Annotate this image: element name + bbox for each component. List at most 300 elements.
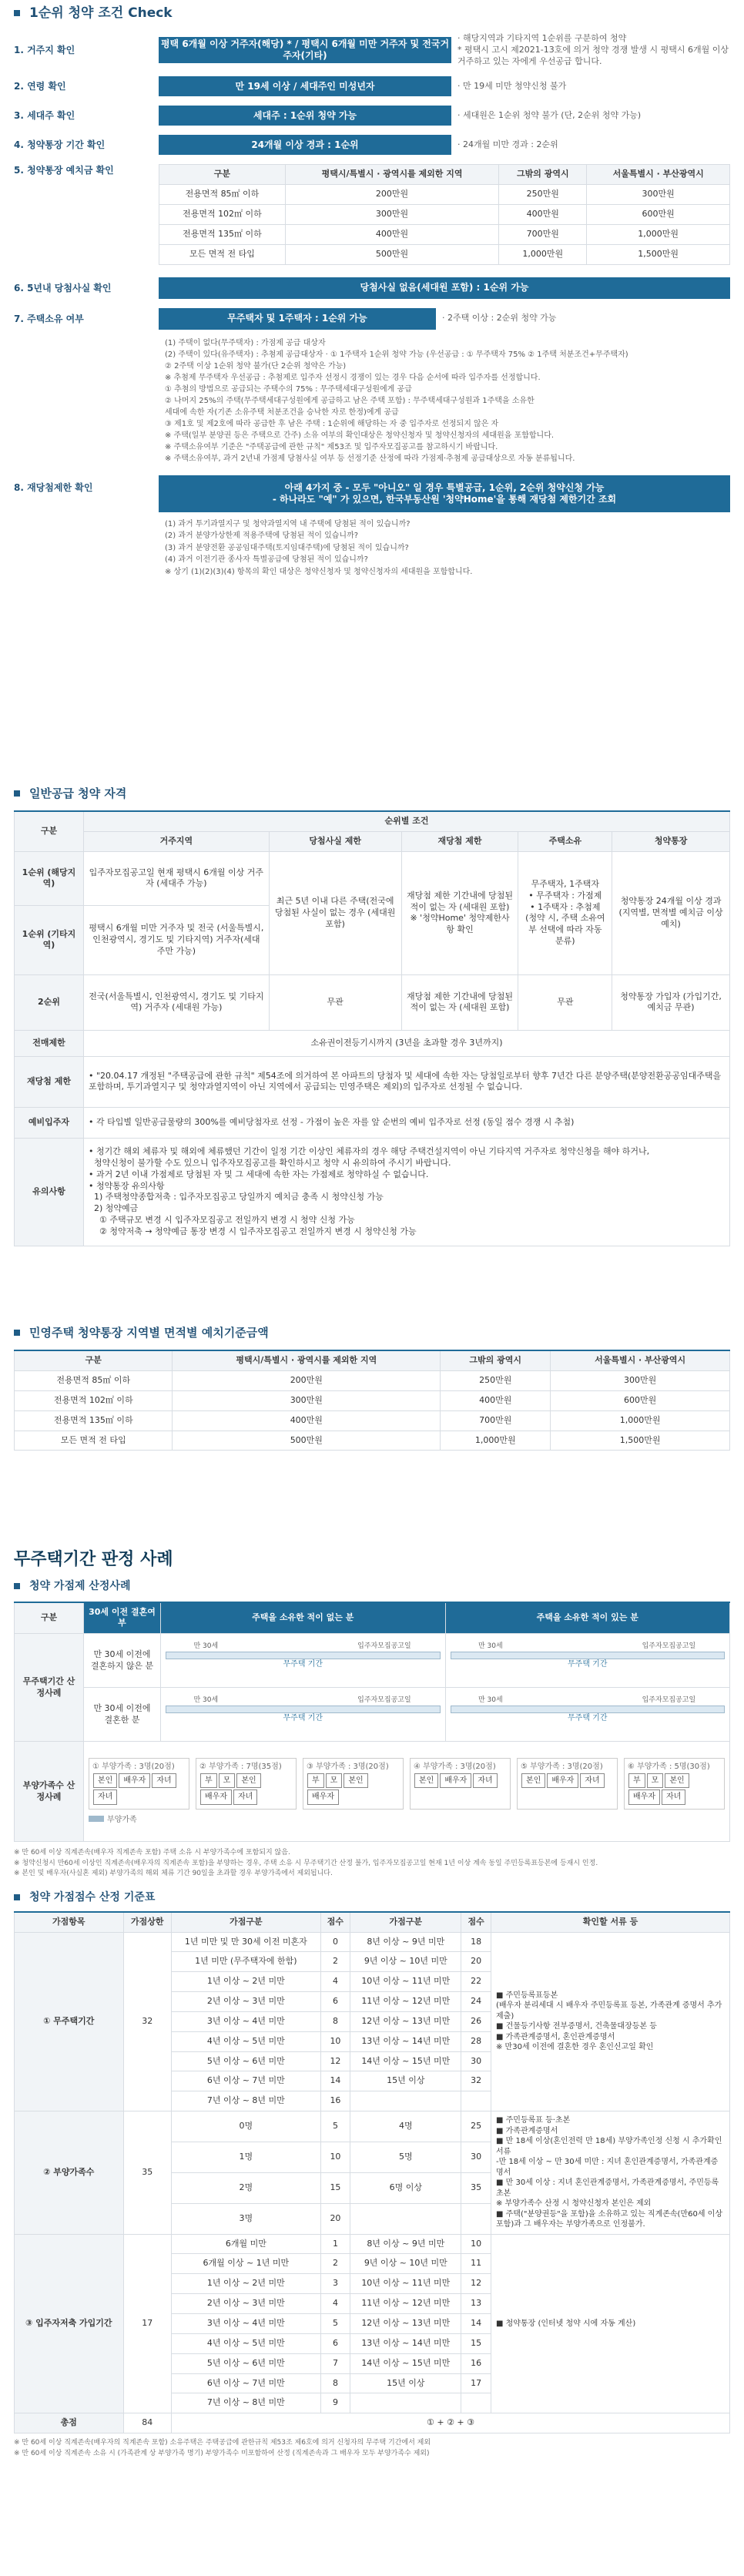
col-header: 가점구분 bbox=[350, 1912, 461, 1932]
cell: 300만원 bbox=[587, 185, 730, 205]
detail-line: ※ 추첨제 무주택자 우선공급 : 추첨제로 입주자 선정시 경쟁이 있는 경우 다음 순서에 따라 입주자를 선정합니다. bbox=[165, 373, 541, 382]
note-line: • 과거 2년 이내 가점제로 당첨된 자 및 그 세대에 속한 자는 가점제로 청약하실 수 없습니다. bbox=[89, 1169, 429, 1179]
detail-line: ② 2주택 이상 1순위 청약 불가(단 2순위 청약은 가능) bbox=[165, 361, 347, 371]
note-line: • 청기간 해외 체류자 및 해외에 체류했던 기간이 일정 기간 이상인 체류자의 경우 해당 주택건설지역이 아닌 기타지역 거주자로 청약신청을 해야 하거나, bbox=[89, 1146, 650, 1157]
cell: 1,000만원 bbox=[499, 244, 587, 264]
table-row bbox=[15, 2111, 730, 2142]
cell: 2 bbox=[320, 2254, 350, 2274]
col-header: 평택시/특별시 · 광역시를 제외한 지역 bbox=[173, 1350, 441, 1370]
condition-row bbox=[14, 106, 730, 126]
family-member: 자녀 bbox=[580, 1773, 604, 1789]
legend-swatch bbox=[89, 1816, 104, 1822]
group-max: 32 bbox=[123, 1932, 172, 2111]
row-label: 무주택기간 산정사례 bbox=[15, 1634, 84, 1742]
detail-line: ③ 제1호 및 제2호에 따라 공급한 후 남은 주택 : 1순위에 해당하는 자 중 입주자로 선정되지 않은 자 bbox=[165, 419, 499, 428]
cell: 500만원 bbox=[173, 1431, 441, 1451]
footnote: ※ 만 60세 이상 직계존속(배우자의 직계존속 포함) 소유주택은 주택공급에 관한규칙 제53조 제6호에 의거 신청자의 무주택 기간에서 제외 bbox=[14, 2439, 431, 2447]
cell bbox=[350, 2091, 461, 2111]
cell: 6개월 미만 bbox=[172, 2234, 321, 2254]
detail-line: ※ 주택소유여부, 과거 2년내 가점제 당첨사실 여부 등 선정기준 산정에 따라 가점제·추첨제 공급대상으로 자동 분류됩니다. bbox=[165, 454, 575, 463]
table-row bbox=[15, 1371, 730, 1391]
cell: 8 bbox=[320, 2373, 350, 2393]
col-header: 주택을 소유한 적이 없는 분 bbox=[161, 1602, 446, 1634]
family-members bbox=[414, 1773, 507, 1789]
family-case bbox=[517, 1758, 618, 1810]
family-member: 자녀 bbox=[662, 1789, 685, 1805]
cell: 14년 이상 ~ 15년 미만 bbox=[350, 2353, 461, 2373]
family-member: 배우자 bbox=[440, 1773, 471, 1789]
family-case-title: ③ 부양가족 : 3명(20점) bbox=[307, 1763, 389, 1772]
row8-box-line2: - 하나라도 "예" 가 있으면, 한국부동산원 '청약Home'을 통해 재당첨 제한기간 조회 bbox=[272, 493, 617, 505]
cell: 모든 면적 전 타입 bbox=[159, 244, 286, 264]
docs: ■ 청약통장 (인터넷 청약 시에 자동 계산) bbox=[491, 2234, 730, 2413]
row-label: 예비입주자 bbox=[15, 1107, 84, 1138]
family-member: 본인 bbox=[414, 1773, 438, 1789]
col-header: 확인할 서류 등 bbox=[491, 1912, 730, 1932]
family-case bbox=[196, 1758, 297, 1810]
timeline: 만 30세 입주자모집공고일 무주택 기간 bbox=[445, 1634, 730, 1688]
cell bbox=[84, 1138, 730, 1246]
total-formula: ① + ② + ③ bbox=[172, 2413, 730, 2433]
family-member: 본인 bbox=[665, 1773, 689, 1789]
cell: 15 bbox=[461, 2333, 491, 2353]
family-member: 자녀 bbox=[473, 1773, 497, 1789]
detail-line: ※ 주택소유여부 기준은 "주택공급에 관한 규칙" 제53조 및 입주자모집공고를 참고하시기 바랍니다. bbox=[165, 442, 498, 451]
cell: 12년 이상 ~ 13년 미만 bbox=[350, 2313, 461, 2333]
group-max: 35 bbox=[123, 2111, 172, 2235]
group-label: ① 무주택기간 bbox=[15, 1932, 124, 2111]
deposit-label: 5. 청약통장 예치금 확인 bbox=[14, 165, 114, 176]
table-row bbox=[15, 2234, 730, 2254]
family-member: 배우자 bbox=[200, 1789, 232, 1805]
cell: 13년 이상 ~ 14년 미만 bbox=[350, 2333, 461, 2353]
cell: 15년 이상 bbox=[350, 2071, 461, 2091]
cell: 200만원 bbox=[173, 1371, 441, 1391]
col-header: 청약통장 bbox=[612, 832, 730, 852]
condition-note: · 24개월 미만 경과 : 2순위 bbox=[457, 139, 558, 150]
cell bbox=[461, 2203, 491, 2234]
col-header: 서울특별시 · 부산광역시 bbox=[587, 165, 730, 185]
cell: 8년 이상 ~ 9년 미만 bbox=[350, 1932, 461, 1952]
family-case-title: ① 부양가족 : 3명(20점) bbox=[92, 1763, 175, 1772]
table-row bbox=[159, 244, 730, 264]
cell: 300만원 bbox=[285, 205, 498, 225]
cell: 1,000만원 bbox=[441, 1431, 551, 1451]
legend bbox=[89, 1814, 725, 1826]
cell: 9년 이상 ~ 10년 미만 bbox=[350, 2254, 461, 2274]
cell: 600만원 bbox=[551, 1390, 730, 1410]
cell: 1명 bbox=[172, 2142, 321, 2172]
row7-label: 7. 주택소유 여부 bbox=[14, 313, 84, 324]
cell: 12 bbox=[461, 2274, 491, 2294]
cell: 입주자모집공고일 현재 평택시 6개월 이상 거주자 (세대주 가능) bbox=[84, 851, 270, 905]
cell: 4년 이상 ~ 5년 미만 bbox=[172, 2031, 321, 2051]
cell: 1년 미만 및 만 30세 이전 미혼자 bbox=[172, 1932, 321, 1952]
section-marker-icon bbox=[14, 790, 20, 797]
cell: 평택시 6개월 미만 거주자 및 전국 (서울특별시, 인천광역시, 경기도 및 기타지역) 거주자(세대주만 가능) bbox=[84, 905, 270, 974]
cell: 11년 이상 ~ 12년 미만 bbox=[350, 2294, 461, 2314]
cell bbox=[350, 2203, 461, 2234]
cell: 16 bbox=[461, 2353, 491, 2373]
condition-row bbox=[14, 135, 730, 155]
detail-line: ※ 주택(일부 분양권 등은 주택으로 간주) 소유 여부의 확인대상은 청약신청자 및 청약신청자의 세대원을 포함합니다. bbox=[165, 431, 555, 440]
cell: 1,000만원 bbox=[587, 225, 730, 245]
family-case-title: ② 부양가족 : 7명(35점) bbox=[199, 1763, 282, 1772]
cell: 2년 이상 ~ 3년 미만 bbox=[172, 2294, 321, 2314]
score-table bbox=[14, 1911, 730, 2433]
cell: 5 bbox=[320, 2111, 350, 2142]
cell: 5년 이상 ~ 6년 미만 bbox=[172, 2353, 321, 2373]
cell: 전용면적 85㎡ 이하 bbox=[159, 185, 286, 205]
cell: 14 bbox=[320, 2071, 350, 2091]
legend-label: 부양가족 bbox=[107, 1815, 137, 1824]
note-line: ① 주택규모 변경 시 입주자모집공고 전일까지 변경 시 청약 신청 가능 bbox=[89, 1215, 355, 1226]
cell: 300만원 bbox=[551, 1371, 730, 1391]
col-header: 구분 bbox=[15, 811, 84, 851]
cell: 26 bbox=[461, 2011, 491, 2031]
col-header: 구분 bbox=[15, 1602, 84, 1634]
deposit-table-2 bbox=[14, 1350, 730, 1451]
row-label: 전매제한 bbox=[15, 1030, 84, 1056]
condition-box: 만 19세 이상 / 세대주인 미성년자 bbox=[159, 76, 451, 96]
family-member: 배우자 bbox=[547, 1773, 578, 1789]
cell: 8년 이상 ~ 9년 미만 bbox=[350, 2234, 461, 2254]
family-members bbox=[521, 1773, 614, 1789]
total-max: 84 bbox=[123, 2413, 172, 2433]
cell: 12년 이상 ~ 13년 미만 bbox=[350, 2011, 461, 2031]
timeline: 만 30세 입주자모집공고일 무주택 기간 bbox=[161, 1688, 446, 1742]
cell: 1,000만원 bbox=[551, 1410, 730, 1431]
cell: 17 bbox=[461, 2373, 491, 2393]
cell: 3년 이상 ~ 4년 미만 bbox=[172, 2313, 321, 2333]
table-row bbox=[159, 205, 730, 225]
cell: 6 bbox=[320, 1992, 350, 2012]
cell: 500만원 bbox=[285, 244, 498, 264]
cell: 전용면적 102㎡ 이하 bbox=[15, 1390, 173, 1410]
cell: 무관 bbox=[269, 974, 401, 1030]
section-4 bbox=[14, 1548, 730, 2459]
section-marker-icon bbox=[14, 10, 20, 16]
cell: 11년 이상 ~ 12년 미만 bbox=[350, 1992, 461, 2012]
col-header: 가점항목 bbox=[15, 1912, 124, 1932]
cell: 최근 5년 이내 다른 주택(전국에 당첨된 사실이 없는 경우 (세대원 포함) bbox=[269, 851, 401, 974]
question-line: (2) 과거 분양가상한제 적용주택에 당첨된 적이 있습니까? bbox=[165, 532, 359, 541]
cell: 14 bbox=[461, 2313, 491, 2333]
cell: 모든 면적 전 타입 bbox=[15, 1431, 173, 1451]
row-label: 1순위 (해당지역) bbox=[15, 851, 84, 905]
family-members bbox=[92, 1773, 186, 1806]
condition-label: 4. 청약통장 기간 확인 bbox=[14, 139, 106, 151]
cell: 15년 이상 bbox=[350, 2373, 461, 2393]
total-row bbox=[15, 2413, 730, 2433]
cell: 3명 bbox=[172, 2203, 321, 2234]
col-header: 가점구분 bbox=[172, 1912, 321, 1932]
family-case bbox=[89, 1758, 189, 1810]
family-member: 본인 bbox=[93, 1773, 117, 1789]
cell: 5명 bbox=[350, 2142, 461, 2172]
row-label: 2순위 bbox=[15, 974, 84, 1030]
condition-label: 2. 연령 확인 bbox=[14, 81, 66, 92]
family-cases-grid bbox=[89, 1758, 725, 1810]
cell: 재당첨 제한 기간내에 당첨된 적이 없는 자 (세대원 포함) bbox=[401, 974, 518, 1030]
condition-box: 24개월 이상 경과 : 1순위 bbox=[159, 135, 451, 155]
row7-note: · 2주택 이상 : 2순위 청약 가능 bbox=[442, 313, 557, 324]
cell: 만 30세 이전에 결혼하지 않은 분 bbox=[84, 1634, 161, 1688]
cell: • 각 타입별 일반공급물량의 300%를 예비당첨자로 선정 - 가점이 높은 자를 앞 순번의 예비 입주자로 선정 (동일 점수 경쟁 시 추첨) bbox=[84, 1107, 730, 1138]
qualification-table bbox=[14, 810, 730, 1246]
cell: 5 bbox=[320, 2313, 350, 2333]
section-title: 민영주택 청약통장 지역별 면적별 예치기준금액 bbox=[29, 1326, 269, 1340]
family-member: 자녀 bbox=[93, 1789, 117, 1805]
cell: 7년 이상 ~ 8년 미만 bbox=[172, 2393, 321, 2413]
cell: 1년 미만 (무주택자에 한함) bbox=[172, 1952, 321, 1972]
col-header: 평택시/특별시 · 광역시를 제외한 지역 bbox=[285, 165, 498, 185]
cell: 3년 이상 ~ 4년 미만 bbox=[172, 2011, 321, 2031]
row-label: 유의사항 bbox=[15, 1138, 84, 1246]
family-member: 모 bbox=[647, 1773, 664, 1789]
cell: 400만원 bbox=[173, 1410, 441, 1431]
cell: 400만원 bbox=[441, 1390, 551, 1410]
cell bbox=[461, 2393, 491, 2413]
col-header: 점수 bbox=[320, 1912, 350, 1932]
detail-line: ① 추첨의 방법으로 공급되는 주택수의 75% : 무주택세대구성원에게 공급 bbox=[165, 384, 412, 394]
cell: • "20.04.17 개정된 "주택공급에 관한 규칙" 제54조에 의거하여 본 아파트의 당첨자 및 세대에 속한 자는 당첨일로부터 향후 7년간 다른 분양주택(분양전환공공임대주택을 포함하며, 투기과열지구 및 청약과열지역이 아닌 지역에서 공급되는 민영주택은 제외)의 입주자로 선정될 수 없습니다. bbox=[84, 1056, 730, 1107]
cell: 9 bbox=[320, 2393, 350, 2413]
cell: 0 bbox=[320, 1932, 350, 1952]
cell: 10년 이상 ~ 11년 미만 bbox=[350, 2274, 461, 2294]
section-marker-icon bbox=[14, 1583, 20, 1589]
cell: 10년 이상 ~ 11년 미만 bbox=[350, 1972, 461, 1992]
family-case bbox=[624, 1758, 725, 1810]
family-member: 본인 bbox=[344, 1773, 367, 1789]
cell: 18 bbox=[461, 1932, 491, 1952]
col-header: 점수 bbox=[461, 1912, 491, 1932]
family-members bbox=[628, 1773, 721, 1806]
cell: 6명 이상 bbox=[350, 2172, 461, 2203]
cell: 10 bbox=[461, 2234, 491, 2254]
condition-label: 1. 거주지 확인 bbox=[14, 45, 75, 56]
section-title: 일반공급 청약 자격 bbox=[29, 787, 127, 800]
sub-title: 청약 가점점수 산정 기준표 bbox=[29, 1890, 156, 1903]
cell: 6 bbox=[320, 2333, 350, 2353]
cell: 전용면적 135㎡ 이하 bbox=[15, 1410, 173, 1431]
question-line: (3) 과거 분양전환 공공임대주택(토지임대주택)에 당첨된 적이 있습니까? bbox=[165, 543, 409, 552]
cell: 9년 이상 ~ 10년 미만 bbox=[350, 1952, 461, 1972]
family-member: 배우자 bbox=[628, 1789, 660, 1805]
cell: 600만원 bbox=[587, 205, 730, 225]
cell: 13년 이상 ~ 14년 미만 bbox=[350, 2031, 461, 2051]
condition-row bbox=[14, 76, 730, 96]
cell: 2 bbox=[320, 1952, 350, 1972]
cell: 1,500만원 bbox=[551, 1431, 730, 1451]
note-line: ※ 본인 및 배우자(사실혼 제외) 부양가족의 해외 체류 기간 90일을 초과할 경우 부양가족에서 제외됩니다. bbox=[14, 1870, 333, 1878]
condition-note: · 만 19세 미만 청약신청 불가 bbox=[457, 81, 567, 92]
family-member: 모 bbox=[219, 1773, 236, 1789]
docs: ■ 주민등록표 등·초본 ■ 가족관계증명서 ■ 만 18세 이상(혼인전력 만 18세) 부양가족인정 신청 시 추가확인서류 -만 18세 이상 ~ 만 30세 미만 : 지녀 혼인관계증명서, 가족관계증명서 ■ 만 30세 이상 : 지녀 혼인관계증명서, 가족관계증명서, 주민등록초본 ※ 부양가족수 산정 시 청약신청자 본인은 제외 ■ 주택("분양권등"을 포함)을 소유하고 있는 직계존속(만60세 이상 포함)과 그 배우자는 부양가족으로 인정불가. bbox=[491, 2111, 730, 2235]
timeline: 만 30세 입주자모집공고일 무주택 기간 bbox=[161, 1634, 446, 1688]
col-header: 그밖의 광역시 bbox=[441, 1350, 551, 1370]
cell: 8 bbox=[320, 2011, 350, 2031]
note-line: ※ 청약신청시 만60세 이상인 직계존속(배우자의 직계존속 포함)을 부양하는 경우, 주택 소유 시 무주택기간 산정 불가, 입주자모집공고일 현재 1년 이상 계속 동일 주민등록표등본에 등재시 인정. bbox=[14, 1859, 598, 1867]
group-header: 순위별 조건 bbox=[84, 811, 730, 831]
condition-note: · 세대원은 1순위 청약 불가 (단, 2순위 청약 가능) bbox=[457, 110, 642, 121]
cell: 5년 이상 ~ 6년 미만 bbox=[172, 2051, 321, 2071]
row-label: 재당첨 제한 bbox=[15, 1056, 84, 1107]
cell: 15 bbox=[320, 2172, 350, 2203]
cell: 전국(서울특별시, 인천광역시, 경기도 및 기타지역) 거주자 (세대원 가능) bbox=[84, 974, 270, 1030]
col-header: 서울특별시 · 부산광역시 bbox=[551, 1350, 730, 1370]
cell: 1년 이상 ~ 2년 미만 bbox=[172, 1972, 321, 1992]
condition-box: 세대주 : 1순위 청약 가능 bbox=[159, 106, 451, 126]
page-title: 무주택기간 판정 사례 bbox=[14, 1550, 173, 1569]
family-member: 배우자 bbox=[307, 1789, 339, 1805]
row6-label: 6. 5년내 당첨사실 확인 bbox=[14, 282, 112, 293]
timeline: 만 30세 입주자모집공고일 무주택 기간 bbox=[445, 1688, 730, 1742]
docs: ■ 주민등록표등본 (배우자 분리세대 시 배우자 주민등록표 등본, 가족관계 증명서 추가 제출) ■ 건물등기사항 전부증명서, 건축물대장등본 등 ■ 가족관계증명서, 혼인관계증명서 ※ 만30세 이전에 결혼한 경우 혼인신고일 확인 bbox=[491, 1932, 730, 2111]
note-line: 청약신청이 불가할 수도 있으니 입주자모집공고를 확인하시고 청약 시 유의하여 주시기 바랍니다. bbox=[89, 1157, 451, 1168]
detail-line: ② 나머지 25%의 주택(무주택세대구성원에게 공급하고 남은 주택 포함) : 무주택세대구성원과 1주택을 소유한 bbox=[165, 396, 535, 405]
col-header: 거주지역 bbox=[84, 832, 270, 852]
family-member: 부 bbox=[307, 1773, 324, 1789]
row8-label: 8. 재당첨제한 확인 bbox=[14, 481, 93, 493]
cell: 1년 이상 ~ 2년 미만 bbox=[172, 2274, 321, 2294]
section-1 bbox=[14, 0, 730, 578]
family-case-title: ④ 부양가족 : 3명(20점) bbox=[414, 1763, 496, 1772]
family-member: 본인 bbox=[521, 1773, 545, 1789]
cell: 700만원 bbox=[441, 1410, 551, 1431]
cell bbox=[350, 2393, 461, 2413]
table-row bbox=[15, 1932, 730, 1952]
condition-note: · 해당지역과 기타지역 1순위를 구분하여 청약 * 평택시 고시 제2021-13호에 의거 청약 경쟁 발생 시 평택시 6개월 이상 거주하고 있는 자에게 우선공급 합니다. bbox=[457, 32, 729, 66]
diagram-table bbox=[14, 1602, 730, 1843]
condition-row bbox=[14, 33, 730, 68]
cell: 30 bbox=[461, 2051, 491, 2071]
cell: 무주택자, 1주택자 • 무주택자 : 가점제 • 1주택자 : 추첨제 (청약 시, 주택 소유여부 선택에 따라 자동 분류) bbox=[518, 851, 612, 974]
cell: 1,500만원 bbox=[587, 244, 730, 264]
note-line: ② 청약저축 → 청약예금 통장 변경 시 입주자모집공고 전일까지 변경 시 청약신청 가능 bbox=[89, 1226, 417, 1236]
condition-label: 3. 세대주 확인 bbox=[14, 110, 75, 122]
family-member: 자녀 bbox=[233, 1789, 257, 1805]
family-cases bbox=[84, 1742, 730, 1842]
cell: 4 bbox=[320, 1972, 350, 1992]
col-header: 구분 bbox=[159, 165, 286, 185]
group-max: 17 bbox=[123, 2234, 172, 2413]
deposit-table bbox=[159, 164, 730, 264]
col-header: 그밖의 광역시 bbox=[499, 165, 587, 185]
cell: 6년 이상 ~ 7년 미만 bbox=[172, 2373, 321, 2393]
family-members bbox=[307, 1773, 400, 1806]
cell: 20 bbox=[320, 2203, 350, 2234]
cell: 16 bbox=[320, 2091, 350, 2111]
question-line: (4) 과거 이전기관 종사자 특별공급에 당첨된 적이 있습니까? bbox=[165, 555, 368, 565]
cell: 12 bbox=[320, 2051, 350, 2071]
question-line: ※ 상기 (1)(2)(3)(4) 항목의 확인 대상은 청약신청자 및 청약신청자의 세대원을 포함합니다. bbox=[165, 567, 473, 576]
cell: 24 bbox=[461, 1992, 491, 2012]
col-header: 재당첨 제한 bbox=[401, 832, 518, 852]
section-marker-icon bbox=[14, 1894, 20, 1900]
sub-title: 청약 가점제 산정사례 bbox=[29, 1579, 131, 1592]
cell: 700만원 bbox=[499, 225, 587, 245]
cell: 무관 bbox=[518, 974, 612, 1030]
cell: 3 bbox=[320, 2274, 350, 2294]
table-row bbox=[15, 1390, 730, 1410]
note-line: 1) 주택청약종합저축 : 입주자모집공고 당일까지 예치금 충족 시 청약신청 가능 bbox=[89, 1192, 384, 1202]
family-case bbox=[410, 1758, 511, 1810]
family-members bbox=[199, 1773, 293, 1806]
cell: 4 bbox=[320, 2294, 350, 2314]
cell: 250만원 bbox=[499, 185, 587, 205]
cell: 2명 bbox=[172, 2172, 321, 2203]
table-row bbox=[159, 185, 730, 205]
family-member: 모 bbox=[326, 1773, 343, 1789]
col-header: 당첨사실 제한 bbox=[269, 832, 401, 852]
cell: 전용면적 102㎡ 이하 bbox=[159, 205, 286, 225]
detail-line: (1) 주택이 없다(무주택자) : 가점제 공급 대상자 bbox=[165, 338, 326, 347]
group-label: ② 부양가족수 bbox=[15, 2111, 124, 2235]
detail-line: 세대에 속한 자(기존 소유주택 처분조건을 승낙한 자로 한정)에게 공급 bbox=[165, 408, 399, 417]
row-label: 1순위 (기타지역) bbox=[15, 905, 84, 974]
cell: 2년 이상 ~ 3년 미만 bbox=[172, 1992, 321, 2012]
group-label: ③ 입주자저축 가입기간 bbox=[15, 2234, 124, 2413]
cell: 재당첨 제한 기간내에 당첨된 적이 없는 자 (세대원 포함) ※ '청약Home' 청약제한사항 확인 bbox=[401, 851, 518, 974]
family-member: 부 bbox=[200, 1773, 217, 1789]
cell: 만 30세 이전에 결혼한 분 bbox=[84, 1688, 161, 1742]
family-member: 본인 bbox=[236, 1773, 260, 1789]
section-2 bbox=[14, 786, 730, 1246]
row-label: 부양가족수 산정사례 bbox=[15, 1742, 84, 1842]
note-line: ※ 만 60세 이상 직계존속(배우자 직계존속 포함) 주택 소유 시 부양가족수에 포함되지 않음. bbox=[14, 1849, 290, 1857]
cell: 청약통장 가입자 (가입기간, 예치금 무관) bbox=[612, 974, 730, 1030]
col-header: 주택소유 bbox=[518, 832, 612, 852]
cell: 22 bbox=[461, 1972, 491, 1992]
table-row bbox=[15, 1431, 730, 1451]
cell: 전용면적 85㎡ 이하 bbox=[15, 1371, 173, 1391]
detail-line: (2) 주택이 있다(유주택자) : 추첨제 공급대상자 · ① 1주택자 1순위 청약 가능 (우선공급 : ① 무주택자 75% ② 1주택 처분조건+무주택자) bbox=[165, 350, 628, 359]
cell: 6개월 이상 ~ 1년 미만 bbox=[172, 2254, 321, 2274]
cell: 0명 bbox=[172, 2111, 321, 2142]
cell: 4년 이상 ~ 5년 미만 bbox=[172, 2333, 321, 2353]
condition-box: 평택 6개월 이상 거주자(해당) * / 평택시 6개월 미만 거주자 및 전국거주자(기타) bbox=[159, 37, 451, 63]
cell: 400만원 bbox=[285, 225, 498, 245]
cell: 400만원 bbox=[499, 205, 587, 225]
cell: 10 bbox=[320, 2142, 350, 2172]
total-label: 총점 bbox=[15, 2413, 124, 2433]
family-member: 자녀 bbox=[152, 1773, 176, 1789]
cell: 200만원 bbox=[285, 185, 498, 205]
note-line: • 청약통장 유의사항 bbox=[89, 1180, 165, 1191]
cell: 250만원 bbox=[441, 1371, 551, 1391]
family-member: 부 bbox=[628, 1773, 645, 1789]
family-member: 배우자 bbox=[119, 1773, 150, 1789]
col-header: 구분 bbox=[15, 1350, 173, 1370]
table-row bbox=[159, 225, 730, 245]
section-marker-icon bbox=[14, 1330, 20, 1336]
note-line: 2) 청약예금 bbox=[89, 1203, 139, 1214]
footnote: ※ 만 60세 이상 직계존속 소유 시 (가족관계 상 부양가족 명기) 부양가족수 미포함하여 산정 (직계존속과 그 배우자 모두 부양가족수 제외) bbox=[14, 2449, 430, 2457]
cell bbox=[461, 2091, 491, 2111]
col-header: 주택을 소유한 적이 있는 분 bbox=[445, 1602, 730, 1634]
table-row bbox=[15, 1410, 730, 1431]
col-header: 가점상한 bbox=[123, 1912, 172, 1932]
cell: 14년 이상 ~ 15년 미만 bbox=[350, 2051, 461, 2071]
family-case-title: ⑤ 부양가족 : 3명(20점) bbox=[521, 1763, 603, 1772]
cell: 6년 이상 ~ 7년 미만 bbox=[172, 2071, 321, 2091]
col-header: 30세 이전 결혼여부 bbox=[84, 1602, 161, 1634]
cell: 4명 bbox=[350, 2111, 461, 2142]
cell: 소유권이전등기시까지 (3년을 초과할 경우 3년까지) bbox=[84, 1030, 730, 1056]
row6-box: 당첨사실 없음(세대원 포함) : 1순위 가능 bbox=[159, 277, 730, 299]
cell: 35 bbox=[461, 2172, 491, 2203]
